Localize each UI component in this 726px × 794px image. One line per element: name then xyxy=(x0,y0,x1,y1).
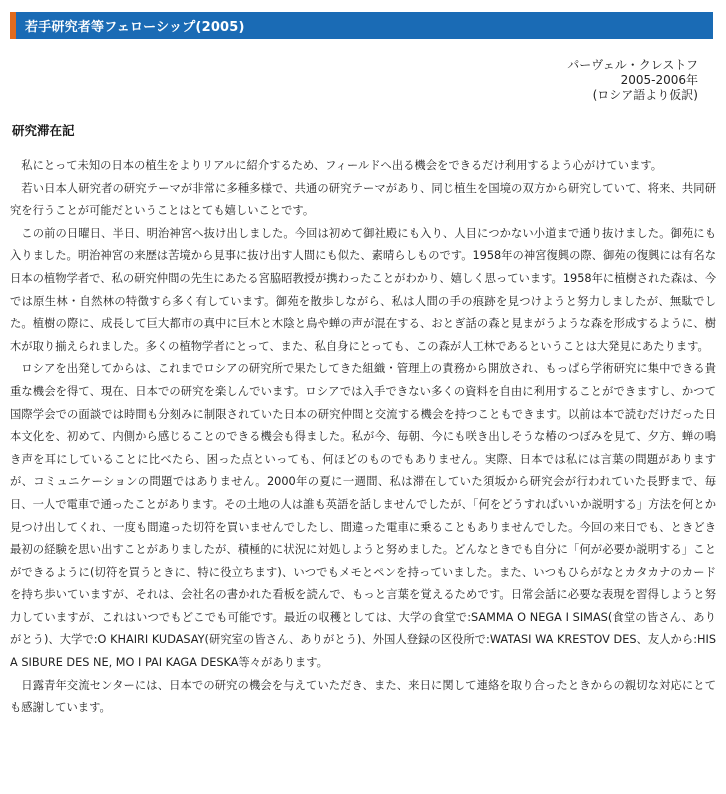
page-title: 若手研究者等フェローシップ(2005) xyxy=(25,20,245,35)
paragraph: ロシアを出発してからは、これまでロシアの研究所で果たしてきた組織・管理上の責務から開放され、もっぱら学術研究に集中できる貴重な機会を得て、現在、日本での研究を楽しんでいます。ロシアでは入手できない多くの資料を自由に利用することができますし、かつて国際学会での面談では時間も分刻みに制限されていた日本の研究仲間と交流する機会を持つこともできます。以前は本で読むだけだった日本文化を、初めて、内側から感じることのできる機会も得ました。私が今、毎朝、今にも咲き出しそうな椿のつぼみを見て、夕方、蝉の鳴き声を耳にしていることに比べたら、困った点といっても、何ほどのものでもありません。実際、日本では私には言葉の問題がありますが、コミュニケーションの問題ではありません。2000年の夏に一週間、私は滞在していた須坂から研究会が行われていた長野まで、毎日、一人で電車で通ったことがあります。その土地の人は誰も英語を話しませんでしたが、「何をどうすればいいか説明する」方法を何とか見つけ出してくれ、一度も間違った切符を買いませんでしたし、間違った電車に乗ることもありませんでした。今回の来日でも、ときどき最初の経験を思い出すことがありましたが、積極的に状況に対処しようと努めました。どんなときでも自分に「何が必要か説明する」ことができるように(切符を買うときに、特に役立ちます)、いつでもメモとペンを持っていました。また、いつもひらがなとカタカナのカードを持ち歩いていますが、それは、会社名の書かれた看板を読んで、もっと言葉を覚えるためです。日常会話に必要な表現を習得しようと努力していますが、これはいつでもどこでも可能です。最近の収穫としては、大学の食堂で:SAMMA O NEGA I SIMAS(食堂の皆さん、ありがとう)、大学で:O KHAIRI KUDASAY(研究室の皆さん、ありがとう)、外国人登録の区役所で:WATASI WA KRESTOV DES、友人から:HISA SIBURE DES NE, MO I PAI KAGA DESKA等々があります。 xyxy=(10,362,716,670)
section-heading: 研究滞在記 xyxy=(12,123,75,138)
author-byline xyxy=(567,58,698,103)
author-name: パーヴェル・クレストフ xyxy=(567,58,698,72)
paragraph: 私にとって未知の日本の植生をよりリアルに紹介するため、フィールドへ出る機会をできるだけ利用するよう心がけています。 xyxy=(21,159,663,172)
page-header-bar xyxy=(10,12,713,39)
paragraph: 日露青年交流センターには、日本での研究の機会を与えていただき、また、来日に関して連絡を取り合ったときからの親切な対応にとても感謝しています。 xyxy=(10,678,716,715)
paragraph: 若い日本人研究者の研究テーマが非常に多種多様で、共通の研究テーマがあり、同じ植生を国境の双方から研究していて、将来、共同研究を行うことが可能だということはとても嬉しいことです。 xyxy=(10,181,716,218)
fellowship-period: 2005-2006年 xyxy=(620,73,698,87)
article-body xyxy=(10,155,716,720)
paragraph: この前の日曜日、半日、明治神宮へ抜け出しました。今回は初めて御社殿にも入り、人目につかない小道まで通り抜けました。御苑にも入りました。明治神宮の来歴は苦境から見事に抜け出す人間にも似た、素晴らしものです。1958年の神宮復興の際、御苑の復興には有名な日本の植物学者で、私の研究仲間の先生にあたる宮脇昭教授が携わったことがわかり、嬉しく思っています。1958年に植樹された森は、今では原生林・自然林の特徴すら多く有しています。御苑を散歩しながら、私は人間の手の痕跡を見つけようと努力しましたが、無駄でした。植樹の際に、成長して巨大都市の真中に巨木と木陰と鳥や蝉の声が混在する、おとぎ話の森と見まがうような森を形成するように、樹木が取り揃えられました。多くの植物学者にとって、また、私自身にとっても、この森が人工林であるということは大発見にあたります。 xyxy=(10,226,716,353)
translation-note: (ロシア語より仮訳) xyxy=(592,88,698,102)
